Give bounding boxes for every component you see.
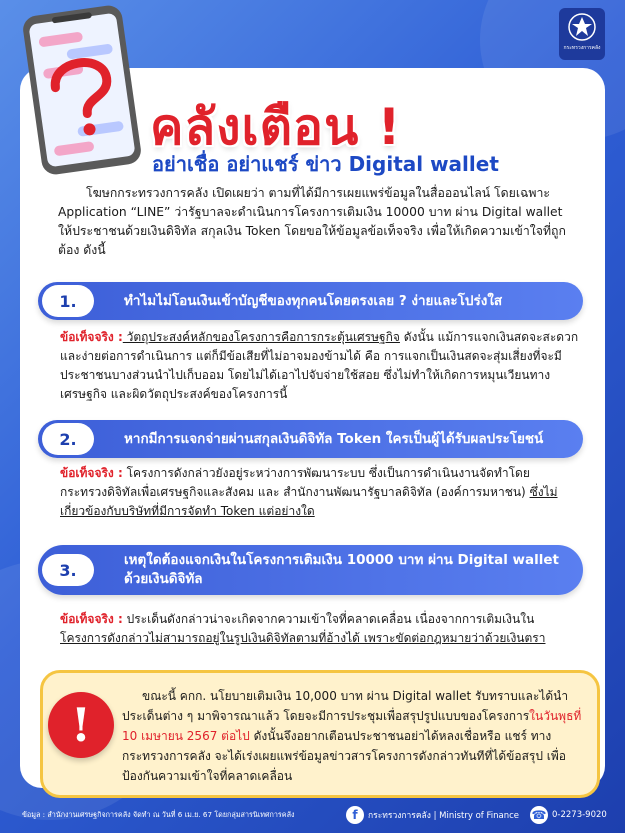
answer-2	[60, 464, 580, 521]
fact-label: ข้อเท็จจริง :	[60, 612, 123, 626]
question-bar-3	[38, 545, 583, 595]
question-text: เหตุใดต้องแจกเงินในโครงการเติมเงิน 10000 บาท ผ่าน Digital wallet ด้วยเงินดิจิทัล	[124, 552, 559, 587]
answer-highlight: วัตถุประสงค์หลักของโครงการคือการกระตุ้นเศรษฐกิจ	[122, 330, 400, 344]
answer-text: โครงการดังกล่าวยังอยู่ระหว่างการพัฒนาระบบ ซึ่งเป็นการดำเนินงานจัดทำโดย กระทรวงดิจิทัลเพื่อเศรษฐกิจและสังคม และ สำนักงานพัฒนารัฐบาลดิจิทัล (องค์การมหาชน)	[60, 466, 530, 499]
answer-text: ดังนั้น แม้การแจกเงินสดจะสะดวก และง่ายต่อการดำเนินการ แต่ก็มีข้อเสียที่ไม่อาจมองข้ามได้ คือ การแจกเป็นเงินสดจะสุ่มเสี่ยงที่จะมีประชาชนบางส่วนนำไปเก็บออม โดยไม่ได้เอาไปจับจ่ายใช้สอย ซึ่งไม่ทำให้เกิดการหมุนเวียนทางเศรษฐกิจ และผิดวัตถุประสงค์ของโครงการนี้	[60, 330, 579, 401]
ministry-logo	[559, 8, 605, 60]
answer-highlight: ซึ่งไม่เกี่ยวข้องกับบริษัทที่มีการจัดทำ Token แต่อย่างใด	[60, 485, 558, 518]
logo-text: กระทรวงการคลัง	[563, 45, 601, 51]
garuda-emblem-icon	[567, 12, 597, 42]
page-subtitle: อย่าเชื่อ อย่าแชร์ ข่าว Digital wallet	[152, 152, 499, 176]
question-text: หากมีการแจกจ่ายผ่านสกุลเงินดิจิทัล Token ใครเป็นผู้ได้รับผลประโยชน์	[124, 430, 544, 447]
fact-label: ข้อเท็จจริง :	[60, 330, 123, 344]
question-number: 2.	[42, 423, 94, 455]
fact-label: ข้อเท็จจริง :	[60, 466, 123, 480]
phone-number: 0-2273-9020	[552, 810, 607, 820]
footer-source: ข้อมูล : สำนักงานเศรษฐกิจการคลัง จัดทำ ณ วันที่ 6 เม.ย. 67 โดยกลุ่มสารนิเทศการคลัง	[22, 810, 295, 819]
facebook-link[interactable]	[346, 806, 519, 824]
question-bar-1	[38, 282, 583, 320]
facebook-icon: f	[346, 806, 364, 824]
question-number: 1.	[42, 285, 94, 317]
page-title: คลังเตือน !	[150, 98, 402, 156]
question-number: 3.	[42, 554, 94, 586]
notice-part-2: ดังนั้นจึงอยากเตือนประชาชนอย่าได้หลงเชื่อหรือ แชร์ ทางกระทรวงการคลัง จะได้เร่งเผยแพร่ข้อมูลข่าวสารโครงการดังกล่าวทันทีที่ได้ข้อสรุป เพื่อป้องกันความเข้าใจที่คลาดเคลื่อน	[122, 729, 567, 783]
exclamation-icon: !	[48, 692, 114, 758]
question-bar-2	[38, 420, 583, 458]
notice-date: ในวันพุธที่ 10 เมษายน 2567 ต่อไป	[122, 709, 582, 743]
answer-1	[60, 328, 580, 404]
phone-link[interactable]	[530, 806, 607, 824]
facebook-label: กระทรวงการคลัง | Ministry of Finance	[368, 811, 520, 821]
notice-text	[122, 686, 588, 786]
question-text: ทำไมไม่โอนเงินเข้าบัญชีของทุกคนโดยตรงเลย ? ง่ายและโปร่งใส	[124, 292, 503, 309]
answer-3	[60, 610, 580, 648]
intro-paragraph: โฆษกกระทรวงการคลัง เปิดเผยว่า ตามที่ได้มีการเผยแพร่ข้อมูลในสื่อออนไลน์ โดยเฉพาะ Application “LINE” ว่ารัฐบาลจะดำเนินการโครงการเติมเงิน 10000 บาท ผ่าน Digital wallet ให้ประชาชนด้วยเงินดิจิทัล สกุลเงิน Token โดยขอให้ข้อมูลข้อเท็จจริง เพื่อให้เกิดความเข้าใจที่ถูกต้อง ดังนี้	[58, 186, 566, 257]
smartphone-question-icon	[11, 0, 153, 182]
answer-highlight: โครงการดังกล่าวไม่สามารถอยู่ในรูปเงินดิจิทัลตามที่อ้างได้ เพราะขัดต่อกฎหมายว่าด้วยเงินตรา	[60, 631, 546, 645]
answer-text: ประเด็นดังกล่าวน่าจะเกิดจากความเข้าใจที่คลาดเคลื่อน เนื่องจากการเติมเงินใน	[122, 612, 535, 626]
notice-part-1: ขณะนี้ คกก. นโยบายเติมเงิน 10,000 บาท ผ่าน Digital wallet รับทราบและได้นำประเด็นต่าง ๆ มาพิจารณาแล้ว โดยจะมีการประชุมเพื่อสรุปรูปแบบของโครงการ	[122, 689, 569, 723]
phone-icon: ☎	[531, 808, 547, 822]
